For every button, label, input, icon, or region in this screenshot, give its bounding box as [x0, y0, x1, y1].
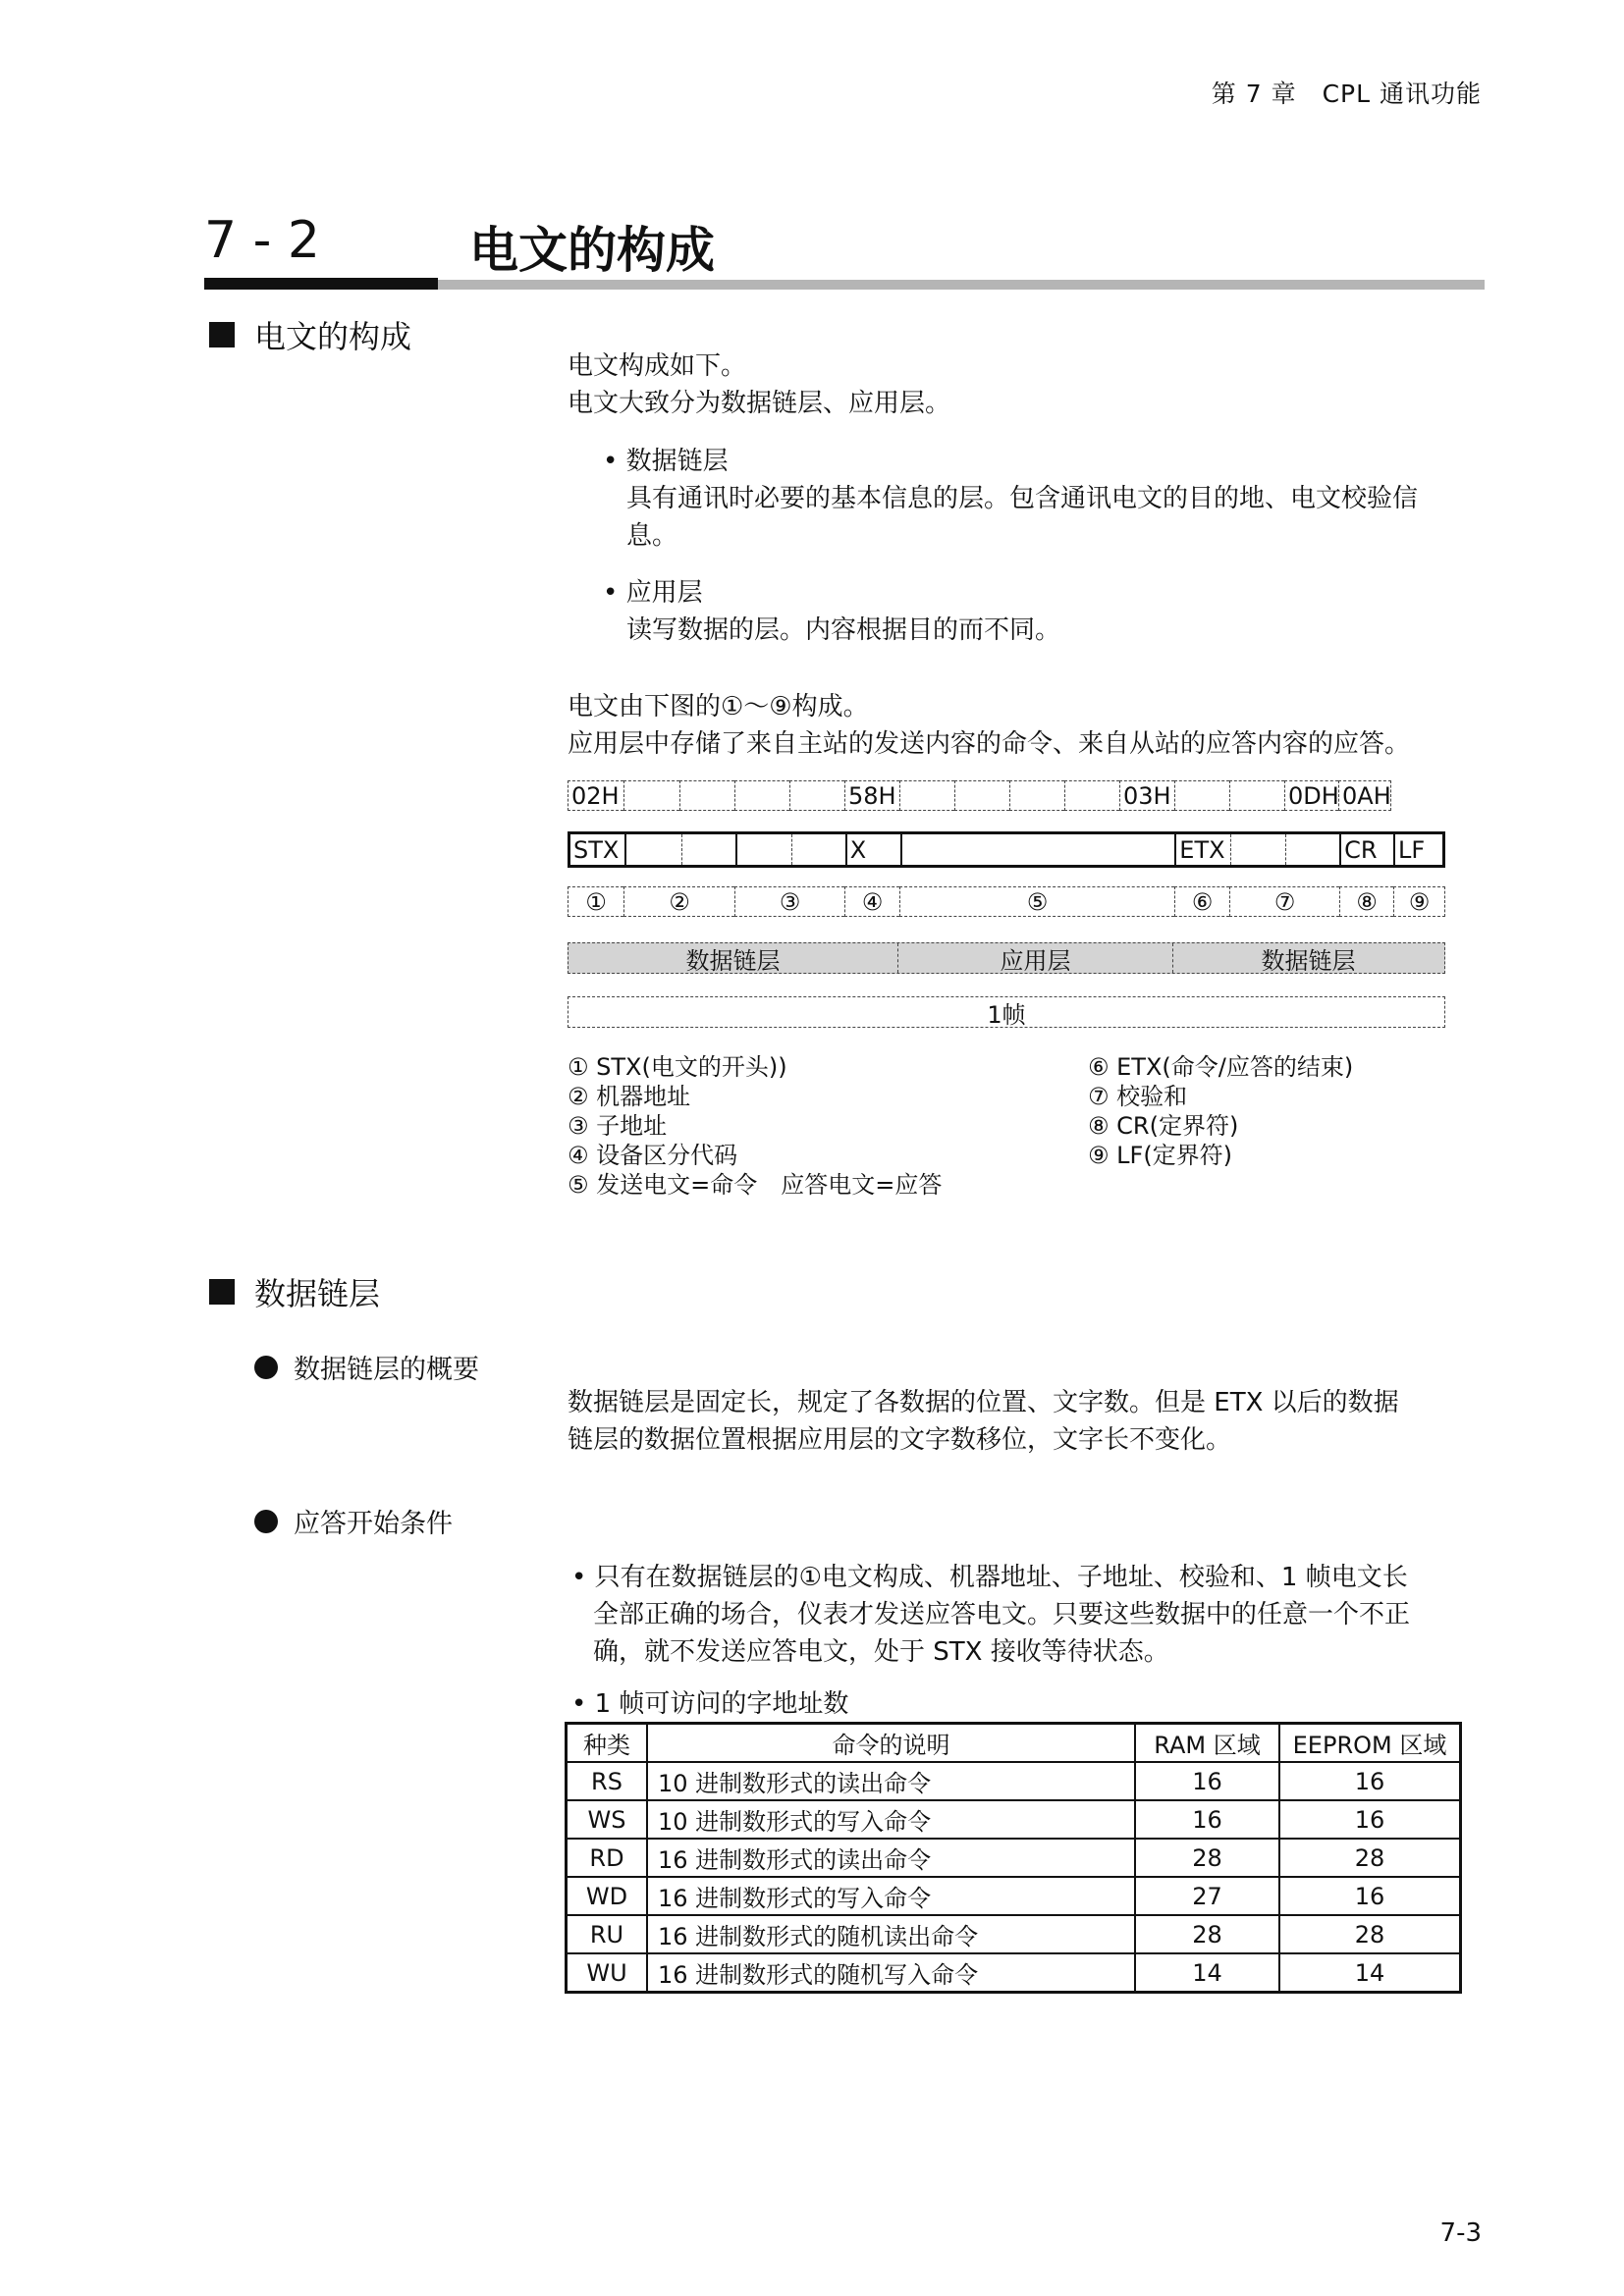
condition-line: 确，就不发送应答电文，处于 STX 接收等待状态。	[593, 1637, 1169, 1667]
hex-cell: 0AH	[1338, 780, 1391, 811]
title-rule-dark	[204, 278, 438, 290]
table-cell: 16	[1279, 1877, 1461, 1915]
structure-text	[568, 688, 1410, 763]
hex-cell	[679, 780, 734, 811]
bullet-application-layer	[603, 574, 1060, 649]
code-cell	[792, 834, 847, 865]
number-cell: ⑧	[1339, 886, 1393, 917]
code-cell	[1286, 834, 1341, 865]
table-cell: 16	[1135, 1762, 1279, 1800]
legend-item: ④ 设备区分代码	[568, 1142, 738, 1169]
code-cell: CR	[1341, 834, 1395, 865]
structure-line: 电文由下图的①～⑨构成。	[568, 692, 869, 721]
chapter-number: 7 - 2	[204, 211, 320, 270]
hex-cell	[1064, 780, 1119, 811]
table-header-row	[567, 1724, 1461, 1763]
frame-layer-row	[568, 942, 1445, 974]
overview-line: 数据链层是固定长，规定了各数据的位置、文字数。但是 ETX 以后的数据	[568, 1388, 1399, 1417]
table-header-cell: 种类	[567, 1724, 648, 1763]
code-cell: LF	[1398, 835, 1426, 864]
table-cell: 16	[1279, 1762, 1461, 1800]
layer-cell: 数据链层	[568, 943, 898, 973]
legend-item: ③ 子地址	[568, 1112, 668, 1140]
legend-left	[568, 1052, 942, 1200]
title-rule-grey	[438, 280, 1485, 290]
table-cell: WS	[567, 1800, 648, 1839]
condition-line: • 只有在数据链层的①电文构成、机器地址、子地址、校验和、1 帧电文长	[571, 1563, 1408, 1592]
bullet-line: 读写数据的层。内容根据目的而不同。	[626, 615, 1061, 645]
structure-line: 应用层中存储了来自主站的发送内容的命令、来自从站的应答内容的应答。	[568, 729, 1411, 759]
frame-row	[568, 996, 1445, 1028]
table-cell: 16 进制数形式的读出命令	[647, 1839, 1135, 1877]
table-row	[567, 1839, 1461, 1877]
table-header-cell: RAM 区域	[1135, 1724, 1279, 1763]
table-cell: 16	[1135, 1800, 1279, 1839]
section-heading-text: 电文的构成	[254, 318, 412, 355]
layer-cell: 数据链层	[1261, 946, 1356, 975]
table-row	[567, 1915, 1461, 1953]
table-row	[567, 1800, 1461, 1839]
bullet-title: • 数据链层	[603, 447, 729, 476]
legend-item: ⑤ 发送电文=命令 应答电文=应答	[568, 1171, 943, 1199]
legend-item: ⑧ CR(定界符)	[1088, 1112, 1239, 1140]
bullet-line: 具有通讯时必要的基本信息的层。包含通讯电文的目的地、电文校验信	[626, 484, 1419, 513]
overview-text	[568, 1384, 1399, 1459]
table-cell: WU	[567, 1953, 648, 1993]
table-row	[567, 1953, 1461, 1993]
hex-cell	[1174, 780, 1229, 811]
number-cell: ⑥	[1174, 886, 1229, 917]
layer-cell: 应用层	[898, 943, 1173, 973]
code-cell	[682, 834, 737, 865]
number-cell: ⑨	[1393, 886, 1445, 917]
square-bullet-icon	[209, 1279, 235, 1305]
frame-cell: 1帧	[987, 1000, 1026, 1029]
code-cell	[902, 834, 1177, 865]
table-cell: RS	[567, 1762, 648, 1800]
section-heading-data-link-layer	[209, 1269, 380, 1314]
hex-cell: 0DH	[1284, 780, 1338, 811]
page-header: 第 7 章 CPL 通讯功能	[1211, 80, 1482, 108]
response-conditions-text	[571, 1559, 1410, 1671]
legend-item: ⑥ ETX(命令/应答的结束)	[1088, 1053, 1354, 1081]
condition-line: 全部正确的场合，仪表才发送应答电文。只要这些数据中的任意一个不正	[593, 1600, 1411, 1629]
legend-item: ① STX(电文的开头))	[568, 1053, 787, 1081]
hex-cell: 03H	[1119, 780, 1174, 811]
number-cell: ⑤	[899, 886, 1174, 917]
table-cell: 14	[1279, 1953, 1461, 1993]
bullet-line: 息。	[626, 521, 678, 551]
table-cell: 16 进制数形式的随机写入命令	[647, 1953, 1135, 1993]
hex-cell	[899, 780, 954, 811]
intro-line: 电文大致分为数据链层、应用层。	[568, 389, 951, 418]
subheading-response-conditions	[254, 1502, 453, 1540]
number-cell: ③	[734, 886, 844, 917]
table-row	[567, 1762, 1461, 1800]
table-cell: 28	[1135, 1839, 1279, 1877]
table-cell: 16 进制数形式的随机读出命令	[647, 1915, 1135, 1953]
square-bullet-icon	[209, 322, 235, 347]
hex-cell	[623, 780, 679, 811]
intro-line: 电文构成如下。	[568, 351, 747, 381]
code-cell: ETX	[1176, 834, 1231, 865]
subheading-overview	[254, 1348, 479, 1386]
table-cell: RU	[567, 1915, 648, 1953]
subheading-text: 数据链层的概要	[294, 1355, 479, 1385]
table-cell: 27	[1135, 1877, 1279, 1915]
frame-number-row	[568, 886, 1445, 917]
hex-cell	[954, 780, 1009, 811]
frame-code-row	[568, 831, 1445, 868]
circle-bullet-icon	[254, 1356, 278, 1379]
table-cell: 28	[1279, 1915, 1461, 1953]
hex-cell: 02H	[568, 780, 623, 811]
table-header-cell: EEPROM 区域	[1279, 1724, 1461, 1763]
table-cell: RD	[567, 1839, 648, 1877]
hex-cell	[1229, 780, 1284, 811]
bullet-title: • 应用层	[603, 578, 703, 608]
bullet-data-link-layer	[603, 443, 1418, 555]
table-cell: WD	[567, 1877, 648, 1915]
overview-line: 链层的数据位置根据应用层的文字数移位，文字长不变化。	[568, 1425, 1232, 1455]
hex-cell	[789, 780, 844, 811]
code-cell	[626, 834, 682, 865]
number-cell: ②	[623, 886, 734, 917]
table-cell: 28	[1279, 1839, 1461, 1877]
legend-item: ⑦ 校验和	[1088, 1083, 1188, 1110]
number-cell: ④	[844, 886, 899, 917]
table-cell: 10 进制数形式的读出命令	[647, 1762, 1135, 1800]
table-header-cell: 命令的说明	[647, 1724, 1135, 1763]
word-address-table	[565, 1722, 1462, 1994]
frame-hex-row	[568, 780, 1445, 811]
code-cell: X	[847, 834, 902, 865]
chapter-title: 电文的构成	[469, 222, 715, 279]
code-cell	[1231, 834, 1286, 865]
circle-bullet-icon	[254, 1510, 278, 1533]
page-number: 7-3	[1439, 2218, 1482, 2248]
table-cell: 10 进制数形式的写入命令	[647, 1800, 1135, 1839]
intro-text	[568, 347, 950, 422]
hex-cell	[734, 780, 789, 811]
legend-item: ② 机器地址	[568, 1083, 691, 1110]
number-cell: ①	[568, 886, 623, 917]
hex-cell	[1009, 780, 1064, 811]
subheading-text: 应答开始条件	[294, 1509, 453, 1539]
table-cell: 16	[1279, 1800, 1461, 1839]
table-cell: 16 进制数形式的写入命令	[647, 1877, 1135, 1915]
code-cell	[737, 834, 792, 865]
table-cell: 28	[1135, 1915, 1279, 1953]
code-cell: STX	[570, 834, 626, 865]
table-row	[567, 1877, 1461, 1915]
table-cell: 14	[1135, 1953, 1279, 1993]
number-cell: ⑦	[1229, 886, 1339, 917]
table-caption: • 1 帧可访问的字地址数	[571, 1689, 849, 1719]
section-heading-message-structure	[209, 312, 411, 357]
legend-item: ⑨ LF(定界符)	[1088, 1142, 1233, 1169]
hex-cell: 58H	[844, 780, 899, 811]
legend-right	[1088, 1052, 1353, 1170]
section-heading-text: 数据链层	[254, 1275, 381, 1312]
